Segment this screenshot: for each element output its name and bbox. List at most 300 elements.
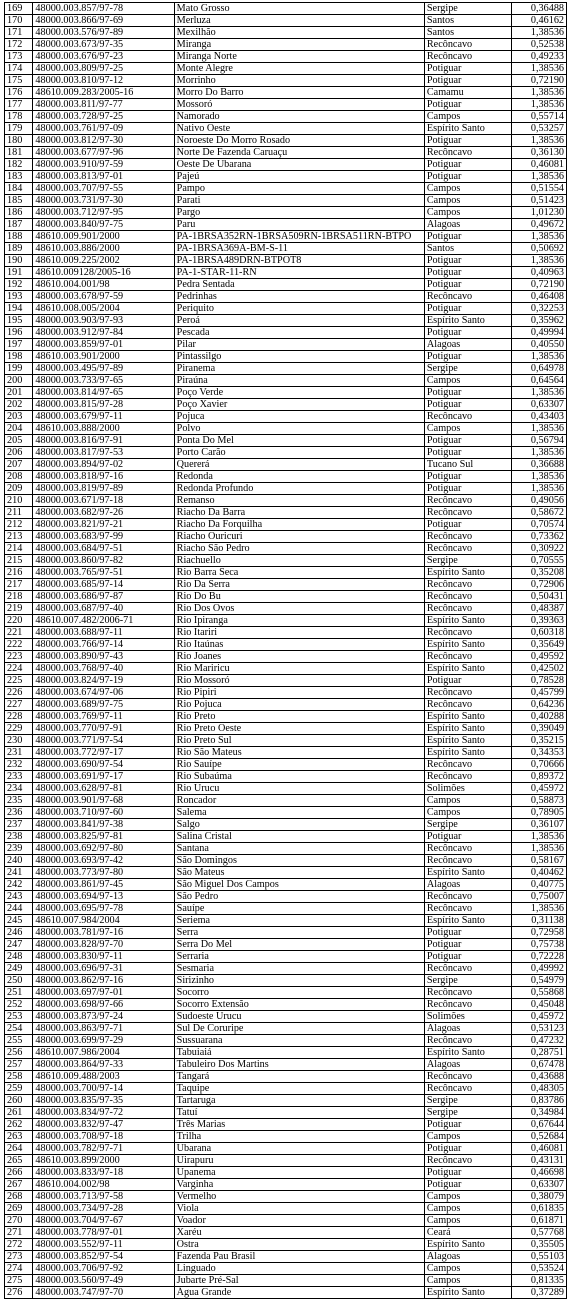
- field-name-cell: PA-1BRSA369A-BM-S-11: [174, 243, 424, 255]
- field-name-cell: Pampo: [174, 183, 424, 195]
- basin-name-cell: Espírito Santo: [424, 915, 511, 927]
- row-number-cell: 184: [5, 183, 33, 195]
- factor-value-cell: 0,67644: [512, 1119, 567, 1131]
- field-name-cell: Rio Pojuca: [174, 699, 424, 711]
- process-number-cell: 48000.003.812/97-30: [33, 135, 174, 147]
- factor-value-cell: 0,48387: [512, 603, 567, 615]
- row-number-cell: 192: [5, 279, 33, 291]
- table-row: [5, 1095, 567, 1107]
- field-name-cell: Morrinho: [174, 75, 424, 87]
- row-number-cell: 206: [5, 447, 33, 459]
- row-number-cell: 267: [5, 1179, 33, 1191]
- table-row: [5, 999, 567, 1011]
- table-row: [5, 423, 567, 435]
- factor-value-cell: 0,36688: [512, 459, 567, 471]
- factor-value-cell: 0,35208: [512, 567, 567, 579]
- field-name-cell: Rio Pipiri: [174, 687, 424, 699]
- factor-value-cell: 0,78905: [512, 807, 567, 819]
- factor-value-cell: 0,81335: [512, 1275, 567, 1287]
- basin-name-cell: Recôncavo: [424, 1083, 511, 1095]
- table-row: [5, 771, 567, 783]
- process-number-cell: 48610.009128/2005-16: [33, 267, 174, 279]
- table-row: [5, 879, 567, 891]
- field-name-cell: Rio Mossoró: [174, 675, 424, 687]
- table-row: [5, 783, 567, 795]
- row-number-cell: 199: [5, 363, 33, 375]
- field-name-cell: Trilha: [174, 1131, 424, 1143]
- field-name-cell: Salema: [174, 807, 424, 819]
- row-number-cell: 229: [5, 723, 33, 735]
- process-number-cell: 48000.003.901/97-68: [33, 795, 174, 807]
- factor-value-cell: 0,35962: [512, 315, 567, 327]
- field-name-cell: Rio Preto Sul: [174, 735, 424, 747]
- factor-value-cell: 0,49994: [512, 327, 567, 339]
- basin-name-cell: Potiguar: [424, 255, 511, 267]
- row-number-cell: 252: [5, 999, 33, 1011]
- process-number-cell: 48000.003.772/97-17: [33, 747, 174, 759]
- field-name-cell: Salina Cristal: [174, 831, 424, 843]
- factor-value-cell: 1,38536: [512, 903, 567, 915]
- table-row: [5, 39, 567, 51]
- table-row: [5, 819, 567, 831]
- row-number-cell: 242: [5, 879, 33, 891]
- row-number-cell: 238: [5, 831, 33, 843]
- process-number-cell: 48000.003.912/97-84: [33, 327, 174, 339]
- factor-value-cell: 0,36488: [512, 3, 567, 15]
- basin-name-cell: Recôncavo: [424, 147, 511, 159]
- factor-value-cell: 1,38536: [512, 423, 567, 435]
- process-number-cell: 48000.003.768/97-40: [33, 663, 174, 675]
- row-number-cell: 245: [5, 915, 33, 927]
- basin-name-cell: Campos: [424, 183, 511, 195]
- process-number-cell: 48000.003.833/97-18: [33, 1167, 174, 1179]
- field-name-cell: São Mateus: [174, 867, 424, 879]
- factor-value-cell: 0,72190: [512, 75, 567, 87]
- basin-name-cell: Recôncavo: [424, 543, 511, 555]
- row-number-cell: 194: [5, 303, 33, 315]
- table-row: [5, 927, 567, 939]
- process-number-cell: 48000.003.770/97-91: [33, 723, 174, 735]
- row-number-cell: 274: [5, 1263, 33, 1275]
- basin-name-cell: Campos: [424, 1275, 511, 1287]
- basin-name-cell: Recôncavo: [424, 51, 511, 63]
- table-row: [5, 531, 567, 543]
- basin-name-cell: Recôncavo: [424, 507, 511, 519]
- row-number-cell: 170: [5, 15, 33, 27]
- process-number-cell: 48000.003.815/97-28: [33, 399, 174, 411]
- field-name-cell: Polvo: [174, 423, 424, 435]
- table-row: [5, 87, 567, 99]
- process-number-cell: 48000.003.866/97-69: [33, 15, 174, 27]
- field-name-cell: Riacho Ouricuri: [174, 531, 424, 543]
- field-name-cell: Santana: [174, 843, 424, 855]
- basin-name-cell: Recôncavo: [424, 903, 511, 915]
- row-number-cell: 200: [5, 375, 33, 387]
- field-name-cell: Riacho São Pedro: [174, 543, 424, 555]
- table-row: [5, 27, 567, 39]
- table-row: [5, 855, 567, 867]
- row-number-cell: 254: [5, 1023, 33, 1035]
- field-name-cell: Redonda Profundo: [174, 483, 424, 495]
- basin-name-cell: Recôncavo: [424, 1071, 511, 1083]
- basin-name-cell: Recôncavo: [424, 579, 511, 591]
- table-row: [5, 231, 567, 243]
- factor-value-cell: 0,45799: [512, 687, 567, 699]
- row-number-cell: 174: [5, 63, 33, 75]
- table-row: [5, 1191, 567, 1203]
- row-number-cell: 228: [5, 711, 33, 723]
- table-row: [5, 315, 567, 327]
- table-row: [5, 1239, 567, 1251]
- row-number-cell: 198: [5, 351, 33, 363]
- basin-name-cell: Potiguar: [424, 447, 511, 459]
- field-name-cell: Sul De Coruripe: [174, 1023, 424, 1035]
- basin-name-cell: Espírito Santo: [424, 1047, 511, 1059]
- field-name-cell: Merluza: [174, 15, 424, 27]
- field-name-cell: Pedrinhas: [174, 291, 424, 303]
- basin-name-cell: Alagoas: [424, 1251, 511, 1263]
- process-number-cell: 48000.003.830/97-11: [33, 951, 174, 963]
- table-row: [5, 387, 567, 399]
- factor-value-cell: 1,01230: [512, 207, 567, 219]
- basin-name-cell: Campos: [424, 1263, 511, 1275]
- process-number-cell: 48610.009.901/2000: [33, 231, 174, 243]
- field-name-cell: Parati: [174, 195, 424, 207]
- row-number-cell: 193: [5, 291, 33, 303]
- process-number-cell: 48000.003.713/97-58: [33, 1191, 174, 1203]
- basin-name-cell: Recôncavo: [424, 843, 511, 855]
- row-number-cell: 214: [5, 543, 33, 555]
- process-number-cell: 48000.003.860/97-82: [33, 555, 174, 567]
- table-row: [5, 603, 567, 615]
- field-name-cell: Pilar: [174, 339, 424, 351]
- basin-name-cell: Potiguar: [424, 483, 511, 495]
- table-row: [5, 1251, 567, 1263]
- field-name-cell: Linguado: [174, 1263, 424, 1275]
- basin-name-cell: Potiguar: [424, 399, 511, 411]
- process-number-cell: 48000.003.734/97-28: [33, 1203, 174, 1215]
- process-number-cell: 48000.003.706/97-92: [33, 1263, 174, 1275]
- basin-name-cell: Ceará: [424, 1227, 511, 1239]
- field-name-cell: Mossoró: [174, 99, 424, 111]
- field-name-cell: Namorado: [174, 111, 424, 123]
- field-name-cell: Miranga Norte: [174, 51, 424, 63]
- table-row: [5, 291, 567, 303]
- process-number-cell: 48000.003.728/97-25: [33, 111, 174, 123]
- process-number-cell: 48000.003.821/97-21: [33, 519, 174, 531]
- table-row: [5, 567, 567, 579]
- basin-name-cell: Espírito Santo: [424, 123, 511, 135]
- basin-name-cell: Alagoas: [424, 339, 511, 351]
- factor-value-cell: 0,53524: [512, 1263, 567, 1275]
- factor-value-cell: 0,35649: [512, 639, 567, 651]
- factor-value-cell: 0,78528: [512, 675, 567, 687]
- basin-name-cell: Potiguar: [424, 471, 511, 483]
- process-number-cell: 48000.003.859/97-01: [33, 339, 174, 351]
- basin-name-cell: Potiguar: [424, 171, 511, 183]
- basin-name-cell: Espírito Santo: [424, 639, 511, 651]
- table-row: [5, 723, 567, 735]
- row-number-cell: 220: [5, 615, 33, 627]
- table-row: [5, 15, 567, 27]
- factor-value-cell: 1,38536: [512, 99, 567, 111]
- process-number-cell: 48000.003.894/97-02: [33, 459, 174, 471]
- factor-value-cell: 0,38079: [512, 1191, 567, 1203]
- row-number-cell: 176: [5, 87, 33, 99]
- basin-name-cell: Sergipe: [424, 819, 511, 831]
- table-row: [5, 963, 567, 975]
- factor-value-cell: 0,53257: [512, 123, 567, 135]
- basin-name-cell: Espírito Santo: [424, 1287, 511, 1299]
- field-name-cell: Mexilhão: [174, 27, 424, 39]
- basin-name-cell: Sergipe: [424, 555, 511, 567]
- factor-value-cell: 0,63307: [512, 1179, 567, 1191]
- field-name-cell: PA-1-STAR-11-RN: [174, 267, 424, 279]
- factor-value-cell: 0,36107: [512, 819, 567, 831]
- row-number-cell: 197: [5, 339, 33, 351]
- factor-value-cell: 0,73362: [512, 531, 567, 543]
- process-number-cell: 48000.003.495/97-89: [33, 363, 174, 375]
- process-number-cell: 48000.003.890/97-43: [33, 651, 174, 663]
- factor-value-cell: 0,63307: [512, 399, 567, 411]
- row-number-cell: 244: [5, 903, 33, 915]
- table-row: [5, 279, 567, 291]
- basin-name-cell: Espírito Santo: [424, 1239, 511, 1251]
- table-row: [5, 159, 567, 171]
- factor-value-cell: 1,38536: [512, 483, 567, 495]
- factor-value-cell: 0,70574: [512, 519, 567, 531]
- table-row: [5, 327, 567, 339]
- factor-value-cell: 0,28751: [512, 1047, 567, 1059]
- process-number-cell: 48000.003.834/97-72: [33, 1107, 174, 1119]
- process-number-cell: 48000.003.769/97-11: [33, 711, 174, 723]
- field-name-cell: Serra: [174, 927, 424, 939]
- table-row: [5, 1275, 567, 1287]
- process-number-cell: 48000.003.685/97-14: [33, 579, 174, 591]
- field-name-cell: Peroá: [174, 315, 424, 327]
- field-name-cell: Sauípe: [174, 903, 424, 915]
- field-name-cell: Socorro: [174, 987, 424, 999]
- table-row: [5, 63, 567, 75]
- process-number-cell: 48000.003.698/97-66: [33, 999, 174, 1011]
- table-row: [5, 687, 567, 699]
- row-number-cell: 236: [5, 807, 33, 819]
- table-row: [5, 519, 567, 531]
- row-number-cell: 268: [5, 1191, 33, 1203]
- process-number-cell: 48000.003.700/97-14: [33, 1083, 174, 1095]
- field-name-cell: Riacho Da Barra: [174, 507, 424, 519]
- field-name-cell: Vermelho: [174, 1191, 424, 1203]
- fields-table: [4, 2, 567, 1299]
- table-row: [5, 1035, 567, 1047]
- table-row: [5, 123, 567, 135]
- process-number-cell: 48000.003.689/97-75: [33, 699, 174, 711]
- basin-name-cell: Espírito Santo: [424, 615, 511, 627]
- row-number-cell: 179: [5, 123, 33, 135]
- factor-value-cell: 0,40963: [512, 267, 567, 279]
- factor-value-cell: 0,49992: [512, 963, 567, 975]
- row-number-cell: 241: [5, 867, 33, 879]
- factor-value-cell: 0,51554: [512, 183, 567, 195]
- row-number-cell: 189: [5, 243, 33, 255]
- field-name-cell: Pedra Sentada: [174, 279, 424, 291]
- factor-value-cell: 1,38536: [512, 387, 567, 399]
- field-name-cell: Rio Barra Seca: [174, 567, 424, 579]
- process-number-cell: 48000.003.825/97-81: [33, 831, 174, 843]
- row-number-cell: 219: [5, 603, 33, 615]
- factor-value-cell: 1,38536: [512, 231, 567, 243]
- basin-name-cell: Espírito Santo: [424, 711, 511, 723]
- table-row: [5, 735, 567, 747]
- row-number-cell: 187: [5, 219, 33, 231]
- process-number-cell: 48000.003.771/97-54: [33, 735, 174, 747]
- factor-value-cell: 0,43688: [512, 1071, 567, 1083]
- table-row: [5, 1227, 567, 1239]
- process-number-cell: 48610.009.488/2003: [33, 1071, 174, 1083]
- table-row: [5, 303, 567, 315]
- field-name-cell: Serra Do Mel: [174, 939, 424, 951]
- field-name-cell: Pajeú: [174, 171, 424, 183]
- process-number-cell: 48610.007.482/2006-71: [33, 615, 174, 627]
- field-name-cell: Redonda: [174, 471, 424, 483]
- factor-value-cell: 0,49672: [512, 219, 567, 231]
- table-row: [5, 1167, 567, 1179]
- row-number-cell: 216: [5, 567, 33, 579]
- basin-name-cell: Espírito Santo: [424, 723, 511, 735]
- basin-name-cell: Potiguar: [424, 159, 511, 171]
- row-number-cell: 217: [5, 579, 33, 591]
- factor-value-cell: 0,58873: [512, 795, 567, 807]
- row-number-cell: 230: [5, 735, 33, 747]
- basin-name-cell: Potiguar: [424, 831, 511, 843]
- table-row: [5, 675, 567, 687]
- table-row: [5, 255, 567, 267]
- table-row: [5, 627, 567, 639]
- process-number-cell: 48000.003.673/97-35: [33, 39, 174, 51]
- table-row: [5, 759, 567, 771]
- process-number-cell: 48000.003.841/97-38: [33, 819, 174, 831]
- factor-value-cell: 0,58167: [512, 855, 567, 867]
- process-number-cell: 48000.003.676/97-23: [33, 51, 174, 63]
- table-row: [5, 975, 567, 987]
- field-name-cell: Sesmaria: [174, 963, 424, 975]
- process-number-cell: 48000.003.674/97-06: [33, 687, 174, 699]
- factor-value-cell: 0,49233: [512, 51, 567, 63]
- process-number-cell: 48610.007.986/2004: [33, 1047, 174, 1059]
- table-row: [5, 1143, 567, 1155]
- row-number-cell: 180: [5, 135, 33, 147]
- row-number-cell: 201: [5, 387, 33, 399]
- factor-value-cell: 0,61835: [512, 1203, 567, 1215]
- row-number-cell: 226: [5, 687, 33, 699]
- table-row: [5, 111, 567, 123]
- table-row: [5, 699, 567, 711]
- field-name-cell: Tatuí: [174, 1107, 424, 1119]
- process-number-cell: 48000.003.696/97-31: [33, 963, 174, 975]
- table-row: [5, 1215, 567, 1227]
- table-row: [5, 351, 567, 363]
- process-number-cell: 48000.003.692/97-80: [33, 843, 174, 855]
- process-number-cell: 48000.003.852/97-54: [33, 1251, 174, 1263]
- field-name-cell: Três Marias: [174, 1119, 424, 1131]
- basin-name-cell: Solimões: [424, 783, 511, 795]
- table-row: [5, 1119, 567, 1131]
- factor-value-cell: 0,50692: [512, 243, 567, 255]
- row-number-cell: 175: [5, 75, 33, 87]
- basin-name-cell: Espírito Santo: [424, 735, 511, 747]
- process-number-cell: 48000.003.684/97-51: [33, 543, 174, 555]
- row-number-cell: 173: [5, 51, 33, 63]
- field-name-cell: Rio São Mateus: [174, 747, 424, 759]
- field-name-cell: São Domingos: [174, 855, 424, 867]
- table-row: [5, 951, 567, 963]
- basin-name-cell: Campos: [424, 1215, 511, 1227]
- row-number-cell: 203: [5, 411, 33, 423]
- factor-value-cell: 0,53123: [512, 1023, 567, 1035]
- field-name-cell: Água Grande: [174, 1287, 424, 1299]
- table-row: [5, 1083, 567, 1095]
- basin-name-cell: Potiguar: [424, 951, 511, 963]
- row-number-cell: 273: [5, 1251, 33, 1263]
- process-number-cell: 48610.007.984/2004: [33, 915, 174, 927]
- factor-value-cell: 1,38536: [512, 471, 567, 483]
- field-name-cell: Ubarana: [174, 1143, 424, 1155]
- row-number-cell: 183: [5, 171, 33, 183]
- basin-name-cell: Potiguar: [424, 435, 511, 447]
- field-name-cell: Rio Preto Oeste: [174, 723, 424, 735]
- factor-value-cell: 0,46162: [512, 15, 567, 27]
- field-name-cell: Mato Grosso: [174, 3, 424, 15]
- field-name-cell: Sirizinho: [174, 975, 424, 987]
- field-name-cell: Poço Verde: [174, 387, 424, 399]
- row-number-cell: 266: [5, 1167, 33, 1179]
- process-number-cell: 48000.003.819/97-89: [33, 483, 174, 495]
- table-row: [5, 663, 567, 675]
- basin-name-cell: Sergipe: [424, 3, 511, 15]
- field-name-cell: Noroeste Do Morro Rosado: [174, 135, 424, 147]
- table-row: [5, 507, 567, 519]
- process-number-cell: 48000.003.707/97-55: [33, 183, 174, 195]
- basin-name-cell: Sergipe: [424, 1095, 511, 1107]
- table-row: [5, 135, 567, 147]
- field-name-cell: Tangará: [174, 1071, 424, 1083]
- table-row: [5, 1287, 567, 1299]
- basin-name-cell: Sergipe: [424, 1107, 511, 1119]
- field-name-cell: Rio Dos Ovos: [174, 603, 424, 615]
- field-name-cell: Pargo: [174, 207, 424, 219]
- factor-value-cell: 0,60318: [512, 627, 567, 639]
- process-number-cell: 48000.003.809/97-25: [33, 63, 174, 75]
- row-number-cell: 212: [5, 519, 33, 531]
- row-number-cell: 237: [5, 819, 33, 831]
- row-number-cell: 250: [5, 975, 33, 987]
- field-name-cell: Rio Subaúma: [174, 771, 424, 783]
- basin-name-cell: Espírito Santo: [424, 747, 511, 759]
- row-number-cell: 178: [5, 111, 33, 123]
- row-number-cell: 190: [5, 255, 33, 267]
- row-number-cell: 240: [5, 855, 33, 867]
- table-row: [5, 495, 567, 507]
- process-number-cell: 48610.004.001/98: [33, 279, 174, 291]
- field-name-cell: Rio Sauípe: [174, 759, 424, 771]
- process-number-cell: 48000.003.747/97-70: [33, 1287, 174, 1299]
- table-row: [5, 267, 567, 279]
- process-number-cell: 48000.003.818/97-16: [33, 471, 174, 483]
- basin-name-cell: Recôncavo: [424, 591, 511, 603]
- field-name-cell: Pintassilgo: [174, 351, 424, 363]
- basin-name-cell: Recôncavo: [424, 411, 511, 423]
- factor-value-cell: 0,57768: [512, 1227, 567, 1239]
